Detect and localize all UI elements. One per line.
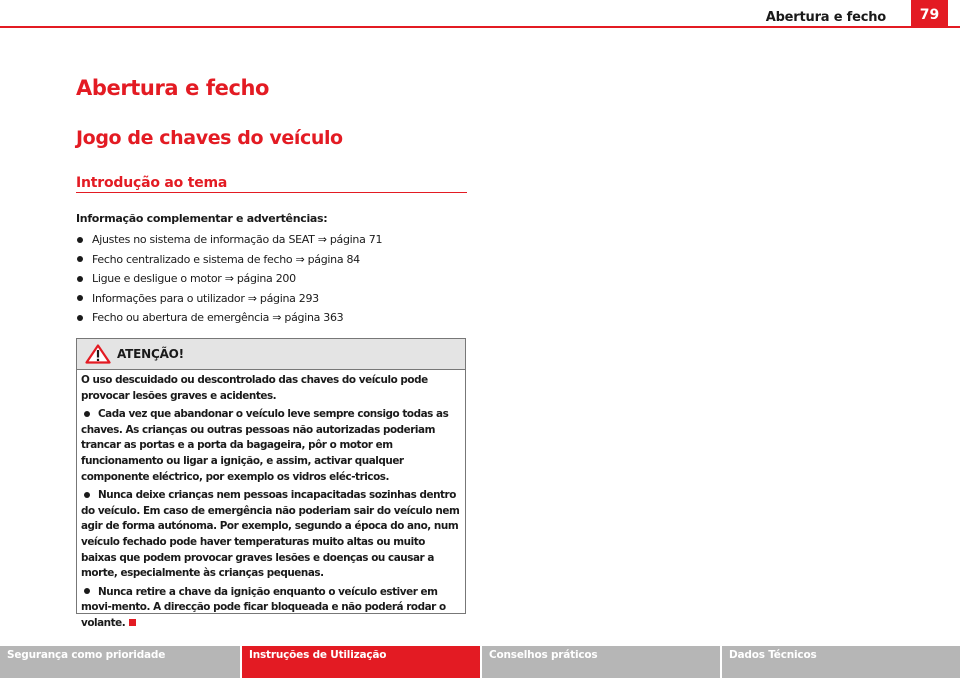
footer-nav [0,646,960,678]
subsection-rule [76,192,467,193]
running-header-title: Abertura e fecho [765,10,886,25]
section-title: Jogo de chaves do veículo [76,127,343,149]
subsection-title: Introdução ao tema [76,175,228,191]
list-item[interactable]: Ligue e desligue o motor ⇒ página 200 [76,269,382,289]
warning-body [77,370,465,632]
bullet-icon [77,315,83,321]
bullet-icon [77,237,83,243]
bullet-icon [84,492,90,498]
bullet-icon [77,256,83,262]
tab-seguranca[interactable]: Segurança como prioridade [0,646,242,678]
tab-dados-tecnicos[interactable]: Dados Técnicos [722,646,960,678]
warning-triangle-icon [85,344,111,364]
list-item[interactable]: Informações para o utilizador ⇒ página 293 [76,289,382,309]
warning-title: ATENÇÃO! [117,347,184,361]
bullet-icon [84,411,90,417]
warning-item: Nunca retire a chave da ignição enquanto o veículo estiver em movi-mento. A direcção pode ficar bloqueada e não poderá rodar o volante. [81,585,446,629]
list-item[interactable]: Fecho centralizado e sistema de fecho ⇒ página 84 [76,250,382,270]
tab-instrucoes[interactable]: Instruções de Utilização [242,646,482,678]
header-rule [0,26,960,28]
warning-item: Cada vez que abandonar o veículo leve sempre consigo todas as chaves. As crianças ou outras pessoas não autorizadas poderiam trancar as portas e a porta da bagageira, pôr o motor em funcionamento ou ligar a ignição, e assim, activar qualquer componente eléctrico, por exemplo os vidros eléc-tricos. [81,408,449,483]
intro-text: Informação complementar e advertências: [76,212,328,225]
bullet-icon [84,588,90,594]
bullet-icon [77,295,83,301]
warning-box [76,338,466,629]
list-item[interactable]: Ajustes no sistema de informação da SEAT ⇒ página 71 [76,230,382,250]
warning-lead: O uso descuidado ou descontrolado das chaves do veículo pode provocar lesões graves e acidentes. [81,374,428,402]
warning-item: Nunca deixe crianças nem pessoas incapacitadas sozinhas dentro do veículo. Em caso de emergência não poderiam sair do veículo nem agir de forma autónoma. Por exemplo, segundo a época do ano, num veículo fechado pode haver temperaturas muito altas ou muito baixas que podem provocar graves lesões e doenças ou causar a morte, especialmente às crianças pequenas. [81,489,460,580]
bullet-icon [77,276,83,282]
page-number: 79 [911,0,948,27]
end-of-section-icon [129,619,136,626]
list-item[interactable]: Fecho ou abertura de emergência ⇒ página 363 [76,308,382,328]
reference-list [76,230,382,328]
warning-header [77,339,465,370]
tab-conselhos[interactable]: Conselhos práticos [482,646,722,678]
chapter-title: Abertura e fecho [76,76,270,100]
